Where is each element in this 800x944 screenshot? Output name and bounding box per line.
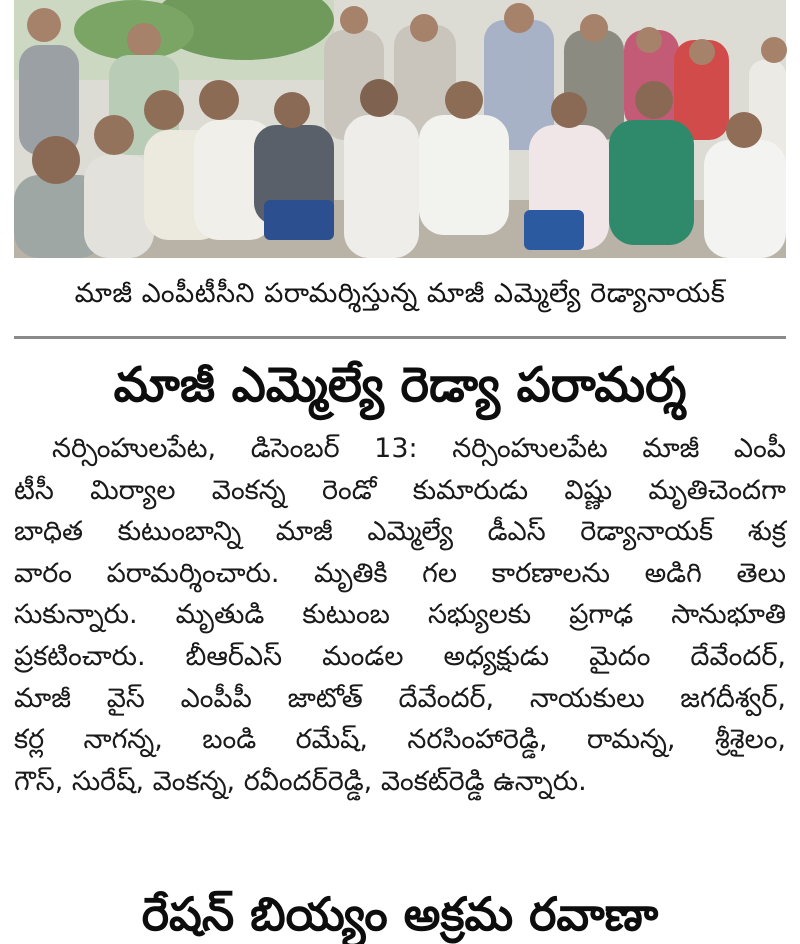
news-photo <box>14 0 786 258</box>
article-line: సుకున్నారు. మృతుడి కుటుంబ సభ్యులకు ప్రగాఢ సానుభూతి <box>14 599 786 631</box>
article-line: ప్రకటించారు. బీఆర్ఎస్ మండల అధ్యక్షుడు మైదం దేవేందర్, <box>14 640 786 672</box>
section-divider <box>14 336 786 339</box>
article-line: గౌస్, సురేష్, వెంకన్న, రవీందర్‌రెడ్డి, వెంకట్‌రెడ్డి ఉన్నారు. <box>14 765 587 797</box>
photo-caption: మాజీ ఎంపీటీసీని పరామర్శిస్తున్న మాజీ ఎమ్మెల్యే రెడ్యానాయక్ <box>74 278 726 309</box>
article-line: టీసీ మిర్యాల వెంకన్న రెండో కుమారుడు విష్ణు మృతిచెందగా <box>14 474 786 506</box>
article-line: వారం పరామర్శించారు. మృతికి గల కారణాలను అడిగి తెలు <box>14 557 786 589</box>
article-line: కర్ల నాగన్న, బండి రమేష్, నరసింహారెడ్డి, రామన్న, శ్రీశైలం, <box>14 724 786 756</box>
article-line: నర్సింహులపేట, డిసెంబర్ 13: నర్సింహులపేట మాజీ ఎంపీ <box>52 433 786 464</box>
next-article-headline <box>14 884 786 941</box>
news-photo-icon <box>14 0 786 258</box>
next-article-headline-text: రేషన్ బియ్యం అక్రమ రవాణా <box>141 887 659 941</box>
article-line: బాధిత కుటుంబాన్ని మాజీ ఎమ్మెల్యే డీఎస్ రెడ్యానాయక్ శుక్ర <box>14 516 786 548</box>
article-headline: మాజీ ఎమ్మెల్యే రెడ్యా పరామర్శ <box>113 357 687 413</box>
article-body <box>14 428 786 802</box>
article-line: మాజీ వైస్ ఎంపీపీ జాటోత్ దేవేందర్, నాయకులు జగదీశ్వర్, <box>14 682 786 714</box>
